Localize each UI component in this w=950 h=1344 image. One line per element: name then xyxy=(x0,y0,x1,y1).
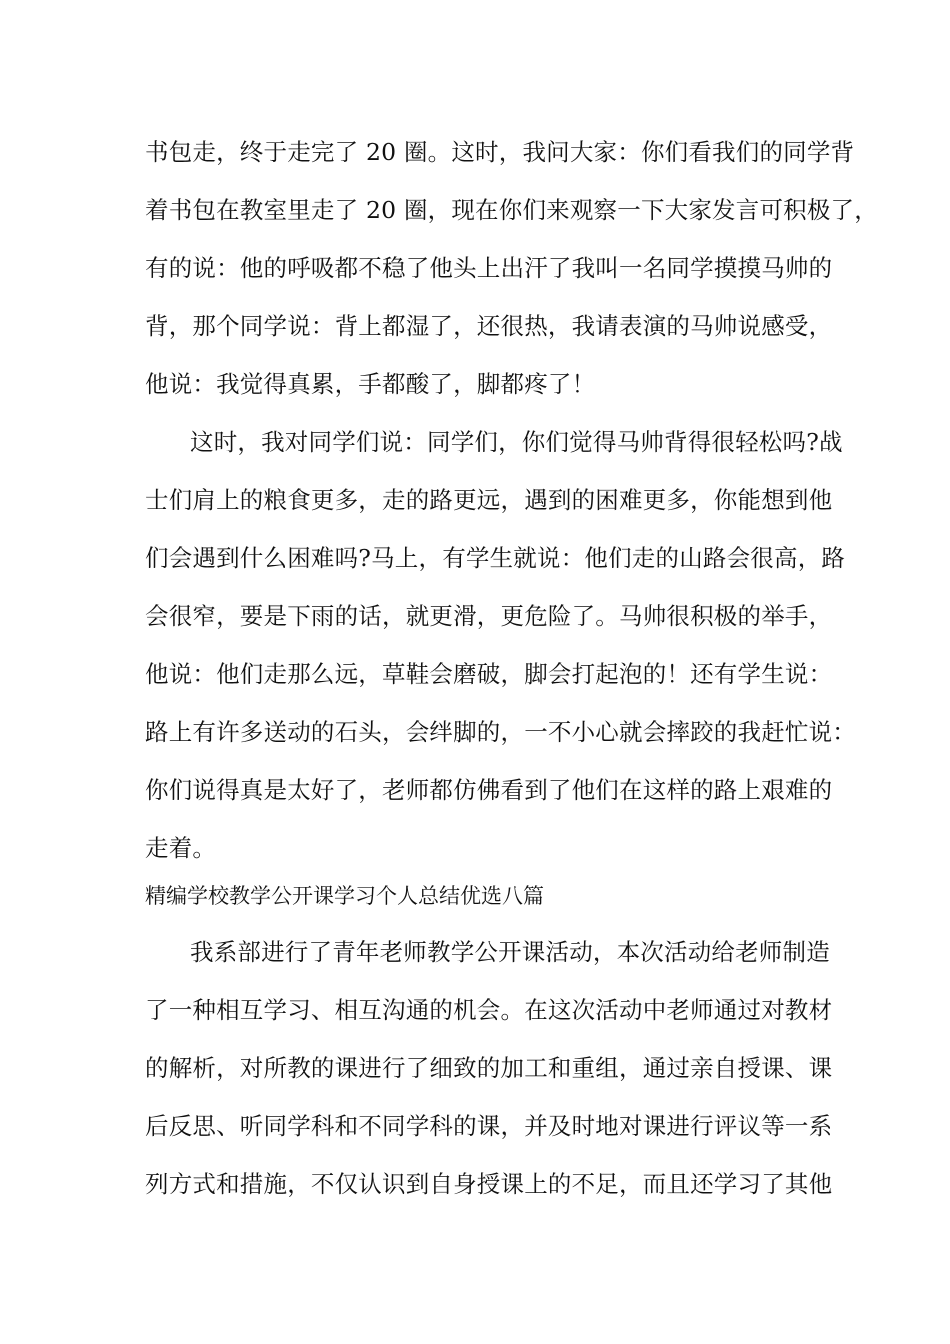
section-heading: 精编学校教学公开课学习个人总结优选八篇 xyxy=(145,884,544,908)
paragraph-2-line-5: 他说：他们走那么远，草鞋会磨破，脚会打起泡的！还有学生说： xyxy=(145,660,833,688)
paragraph-2-line-8: 走着。 xyxy=(145,834,217,862)
paragraph-3-line-5: 列方式和措施，不仅认识到自身授课上的不足，而且还学习了其他 xyxy=(145,1170,833,1198)
paragraph-1-line-3: 有的说：他的呼吸都不稳了他头上出汗了我叫一名同学摸摸马帅的 xyxy=(145,254,833,282)
paragraph-2-line-1: 这时，我对同学们说：同学们，你们觉得马帅背得很轻松吗?战 xyxy=(190,428,843,456)
paragraph-3-line-4: 后反思、听同学科和不同学科的课，并及时地对课进行评议等一系 xyxy=(145,1112,833,1140)
paragraph-3-line-2: 了一种相互学习、相互沟通的机会。在这次活动中老师通过对教材 xyxy=(145,996,833,1024)
paragraph-1-line-5: 他说：我觉得真累，手都酸了，脚都疼了！ xyxy=(145,370,596,398)
paragraph-1-line-4: 背，那个同学说：背上都湿了，还很热，我请表演的马帅说感受， xyxy=(145,312,833,340)
paragraph-2-line-4: 会很窄，要是下雨的话，就更滑，更危险了。马帅很积极的举手， xyxy=(145,602,833,630)
paragraph-2-line-6: 路上有许多送动的石头，会绊脚的，一不小心就会摔跤的我赶忙说： xyxy=(145,718,856,746)
paragraph-2-line-7: 你们说得真是太好了，老师都仿佛看到了他们在这样的路上艰难的 xyxy=(145,776,833,804)
paragraph-2-line-3: 们会遇到什么困难吗?马上，有学生就说：他们走的山路会很高，路 xyxy=(145,544,846,572)
paragraph-3-line-1: 我系部进行了青年老师教学公开课活动，本次活动给老师制造 xyxy=(190,938,830,966)
paragraph-1-line-1: 书包走，终于走完了 20 圈。这时，我问大家：你们看我们的同学背 xyxy=(145,138,855,166)
paragraph-1-line-2: 着书包在教室里走了 20 圈，现在你们来观察一下大家发言可积极了， xyxy=(145,196,878,224)
paragraph-2-line-2: 士们肩上的粮食更多，走的路更远，遇到的困难更多，你能想到他 xyxy=(145,486,833,514)
paragraph-3-line-3: 的解析，对所教的课进行了细致的加工和重组，通过亲自授课、课 xyxy=(145,1054,833,1082)
